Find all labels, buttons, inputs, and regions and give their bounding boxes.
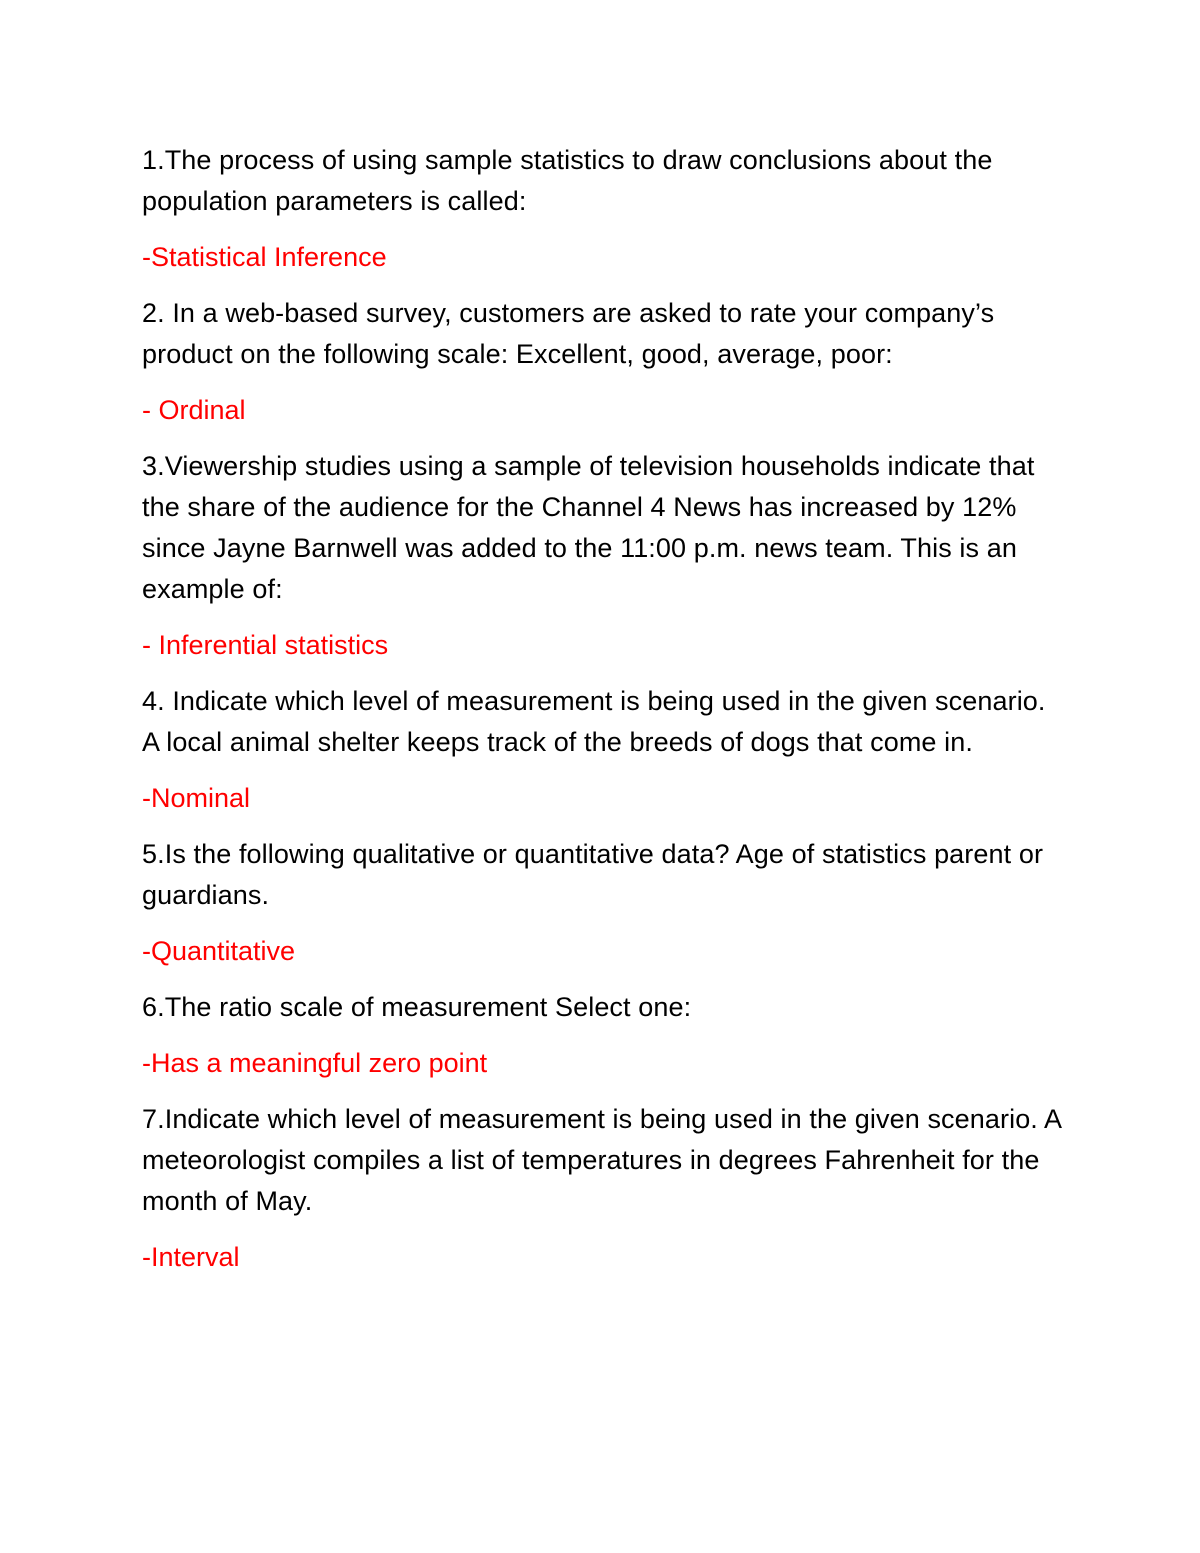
answer-3: - Inferential statistics xyxy=(142,630,389,660)
question-5: 5.Is the following qualitative or quantitative data? Age of statistics parent or guardians. xyxy=(142,839,1044,910)
qa-item-1 xyxy=(142,140,1062,278)
answer-6: -Has a meaningful zero point xyxy=(142,1048,488,1078)
answer-2: - Ordinal xyxy=(142,395,246,425)
question-3: 3.Viewership studies using a sample of television households indicate that the share of the audience for the Channel 4 News has increased by 12% since Jayne Barnwell was added to the 11:00 p.m. news team. This is an example of: xyxy=(142,451,1035,604)
qa-item-6 xyxy=(142,987,1062,1084)
question-6: 6.The ratio scale of measurement Select one: xyxy=(142,992,692,1022)
document-content xyxy=(142,140,1062,1293)
answer-5: -Quantitative xyxy=(142,936,296,966)
question-1: 1.The process of using sample statistics to draw conclusions about the population parameters is called: xyxy=(142,145,993,216)
qa-item-3 xyxy=(142,446,1062,666)
qa-item-5 xyxy=(142,834,1062,972)
qa-item-7 xyxy=(142,1099,1062,1278)
question-4: 4. Indicate which level of measurement is being used in the given scenario. A local animal shelter keeps track of the breeds of dogs that come in. xyxy=(142,686,1046,757)
answer-4: -Nominal xyxy=(142,783,251,813)
qa-item-4 xyxy=(142,681,1062,819)
answer-7: -Interval xyxy=(142,1242,240,1272)
answer-1: -Statistical Inference xyxy=(142,242,387,272)
question-7: 7.Indicate which level of measurement is being used in the given scenario. A meteorologist compiles a list of temperatures in degrees Fahrenheit for the month of May. xyxy=(142,1104,1061,1216)
qa-item-2 xyxy=(142,293,1062,431)
question-2: 2. In a web-based survey, customers are asked to rate your company’s product on the following scale: Excellent, good, average, poor: xyxy=(142,298,995,369)
